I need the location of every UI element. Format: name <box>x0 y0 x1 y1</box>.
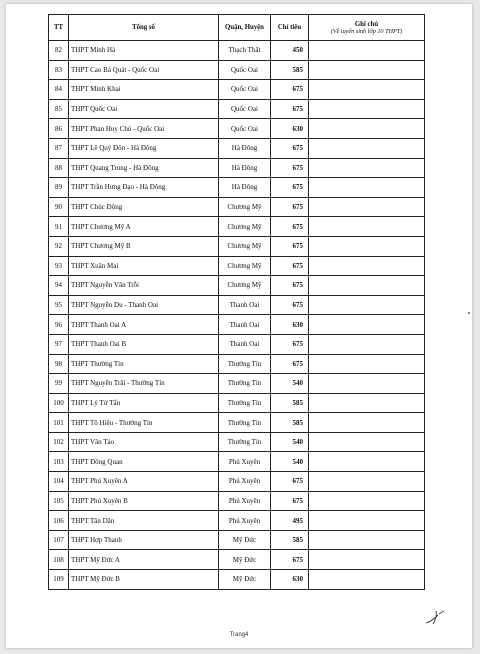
header-quota: Chỉ tiêu <box>271 15 309 41</box>
row-school-name: THPT Quang Trung - Hà Đông <box>69 158 219 178</box>
row-school-name: THPT Minh Khai <box>69 80 219 100</box>
row-note <box>309 491 425 511</box>
row-tt: 108 <box>49 550 69 570</box>
row-school-name: THPT Chương Mỹ B <box>69 236 219 256</box>
row-quota: 675 <box>271 138 309 158</box>
row-school-name: THPT Lý Tử Tấn <box>69 393 219 413</box>
row-note <box>309 530 425 550</box>
header-note <box>309 15 425 41</box>
row-note <box>309 452 425 472</box>
row-district: Chương Mỹ <box>219 256 271 276</box>
row-school-name: THPT Thanh Oai A <box>69 315 219 335</box>
row-district: Phú Xuyên <box>219 511 271 531</box>
row-school-name: THPT Xuân Mai <box>69 256 219 276</box>
row-tt: 99 <box>49 374 69 394</box>
row-quota: 675 <box>271 217 309 237</box>
row-district: Chương Mỹ <box>219 236 271 256</box>
row-note <box>309 178 425 198</box>
row-district: Thanh Oai <box>219 315 271 335</box>
table-row <box>49 256 425 276</box>
row-note <box>309 236 425 256</box>
row-district: Mỹ Đức <box>219 570 271 590</box>
row-district: Thanh Oai <box>219 334 271 354</box>
row-school-name: THPT Thanh Oai B <box>69 334 219 354</box>
row-school-name: THPT Phan Huy Chú - Quốc Oai <box>69 119 219 139</box>
row-quota: 540 <box>271 452 309 472</box>
row-tt: 85 <box>49 99 69 119</box>
row-quota: 675 <box>271 276 309 296</box>
row-tt: 84 <box>49 80 69 100</box>
row-note <box>309 41 425 61</box>
row-district: Quốc Oai <box>219 119 271 139</box>
row-district: Phú Xuyên <box>219 491 271 511</box>
row-district: Thạch Thất <box>219 41 271 61</box>
row-tt: 107 <box>49 530 69 550</box>
table-row <box>49 236 425 256</box>
row-school-name: THPT Trần Hưng Đạo - Hà Đông <box>69 178 219 198</box>
row-note <box>309 197 425 217</box>
row-district: Phú Xuyên <box>219 452 271 472</box>
scan-dot <box>468 312 470 314</box>
table-row <box>49 413 425 433</box>
table-row <box>49 491 425 511</box>
row-district: Quốc Oai <box>219 80 271 100</box>
table-row <box>49 511 425 531</box>
row-district: Hà Đông <box>219 138 271 158</box>
table-row <box>49 550 425 570</box>
table-row <box>49 41 425 61</box>
row-quota: 495 <box>271 511 309 531</box>
row-note <box>309 256 425 276</box>
row-quota: 585 <box>271 413 309 433</box>
row-school-name: THPT Quốc Oai <box>69 99 219 119</box>
row-district: Phú Xuyên <box>219 472 271 492</box>
row-district: Thường Tín <box>219 393 271 413</box>
row-tt: 103 <box>49 452 69 472</box>
table-row <box>49 354 425 374</box>
row-quota: 675 <box>271 334 309 354</box>
row-tt: 106 <box>49 511 69 531</box>
table-row <box>49 197 425 217</box>
row-district: Chương Mỹ <box>219 217 271 237</box>
page-number: Trang4 <box>229 632 249 638</box>
row-district: Mỹ Đức <box>219 550 271 570</box>
row-tt: 87 <box>49 138 69 158</box>
row-quota: 675 <box>271 80 309 100</box>
row-note <box>309 432 425 452</box>
row-note <box>309 276 425 296</box>
row-tt: 83 <box>49 60 69 80</box>
row-note <box>309 472 425 492</box>
table-row <box>49 530 425 550</box>
row-quota: 585 <box>271 393 309 413</box>
row-quota: 630 <box>271 119 309 139</box>
row-quota: 675 <box>271 295 309 315</box>
row-quota: 675 <box>271 197 309 217</box>
row-school-name: THPT Nguyễn Văn Trỗi <box>69 276 219 296</box>
row-note <box>309 295 425 315</box>
table-row <box>49 452 425 472</box>
row-tt: 94 <box>49 276 69 296</box>
row-school-name: THPT Đồng Quan <box>69 452 219 472</box>
row-tt: 88 <box>49 158 69 178</box>
admission-quota-table <box>48 14 425 590</box>
table-row <box>49 295 425 315</box>
table-header-row <box>49 15 425 41</box>
table-row <box>49 119 425 139</box>
row-note <box>309 60 425 80</box>
row-quota: 675 <box>271 472 309 492</box>
header-tt: TT <box>49 15 69 41</box>
row-note <box>309 80 425 100</box>
row-tt: 98 <box>49 354 69 374</box>
header-district: Quận, Huyện <box>219 15 271 41</box>
row-district: Thường Tín <box>219 354 271 374</box>
row-note <box>309 374 425 394</box>
row-tt: 105 <box>49 491 69 511</box>
row-school-name: THPT Tân Dân <box>69 511 219 531</box>
row-note <box>309 354 425 374</box>
table-row <box>49 276 425 296</box>
row-quota: 675 <box>271 158 309 178</box>
row-tt: 82 <box>49 41 69 61</box>
row-note <box>309 158 425 178</box>
row-school-name: THPT Nguyễn Du - Thanh Oai <box>69 295 219 315</box>
table-row <box>49 99 425 119</box>
row-school-name: THPT Vân Tảo <box>69 432 219 452</box>
pen-mark-icon <box>424 607 446 627</box>
row-tt: 101 <box>49 413 69 433</box>
header-note-title: Ghi chú <box>354 20 379 28</box>
table-row <box>49 432 425 452</box>
row-tt: 92 <box>49 236 69 256</box>
row-tt: 97 <box>49 334 69 354</box>
row-quota: 675 <box>271 256 309 276</box>
row-tt: 86 <box>49 119 69 139</box>
row-note <box>309 315 425 335</box>
row-school-name: THPT Thường Tín <box>69 354 219 374</box>
row-school-name: THPT Mỹ Đức A <box>69 550 219 570</box>
row-tt: 90 <box>49 197 69 217</box>
row-tt: 104 <box>49 472 69 492</box>
header-note-subtitle: (Về tuyển sinh lớp 10 THPT) <box>330 27 403 35</box>
table-row <box>49 393 425 413</box>
row-tt: 100 <box>49 393 69 413</box>
row-quota: 675 <box>271 491 309 511</box>
row-tt: 95 <box>49 295 69 315</box>
row-school-name: THPT Tô Hiệu - Thường Tín <box>69 413 219 433</box>
row-note <box>309 99 425 119</box>
table-row <box>49 570 425 590</box>
row-school-name: THPT Chương Mỹ A <box>69 217 219 237</box>
row-tt: 109 <box>49 570 69 590</box>
row-school-name: THPT Hợp Thanh <box>69 530 219 550</box>
row-quota: 585 <box>271 530 309 550</box>
table-row <box>49 138 425 158</box>
row-district: Thường Tín <box>219 374 271 394</box>
row-district: Thường Tín <box>219 413 271 433</box>
row-district: Thanh Oai <box>219 295 271 315</box>
row-district: Chương Mỹ <box>219 276 271 296</box>
row-school-name: THPT Cao Bá Quát - Quốc Oai <box>69 60 219 80</box>
row-school-name: THPT Chúc Động <box>69 197 219 217</box>
document-page <box>6 4 472 648</box>
row-tt: 102 <box>49 432 69 452</box>
row-quota: 675 <box>271 99 309 119</box>
row-note <box>309 511 425 531</box>
row-note <box>309 119 425 139</box>
table-row <box>49 178 425 198</box>
row-school-name: THPT Lê Quý Đôn - Hà Đông <box>69 138 219 158</box>
row-tt: 89 <box>49 178 69 198</box>
row-quota: 675 <box>271 550 309 570</box>
row-quota: 540 <box>271 374 309 394</box>
row-quota: 450 <box>271 41 309 61</box>
table-row <box>49 158 425 178</box>
table-row <box>49 472 425 492</box>
row-quota: 675 <box>271 236 309 256</box>
row-school-name: THPT Minh Hà <box>69 41 219 61</box>
row-note <box>309 393 425 413</box>
row-tt: 96 <box>49 315 69 335</box>
row-school-name: THPT Phú Xuyên B <box>69 491 219 511</box>
row-note <box>309 550 425 570</box>
row-quota: 630 <box>271 570 309 590</box>
row-quota: 675 <box>271 178 309 198</box>
row-note <box>309 217 425 237</box>
row-school-name: THPT Mỹ Đức B <box>69 570 219 590</box>
row-district: Quốc Oai <box>219 99 271 119</box>
row-quota: 630 <box>271 315 309 335</box>
row-quota: 585 <box>271 60 309 80</box>
row-note <box>309 413 425 433</box>
row-quota: 675 <box>271 354 309 374</box>
row-district: Hà Đông <box>219 158 271 178</box>
row-quota: 540 <box>271 432 309 452</box>
row-note <box>309 334 425 354</box>
table-row <box>49 217 425 237</box>
table-row <box>49 315 425 335</box>
row-tt: 93 <box>49 256 69 276</box>
row-note <box>309 570 425 590</box>
row-school-name: THPT Nguyễn Trãi - Thường Tín <box>69 374 219 394</box>
row-district: Quốc Oai <box>219 60 271 80</box>
row-school-name: THPT Phú Xuyên A <box>69 472 219 492</box>
table-row <box>49 374 425 394</box>
row-tt: 91 <box>49 217 69 237</box>
table-row <box>49 80 425 100</box>
row-district: Mỹ Đức <box>219 530 271 550</box>
table-body <box>49 41 425 590</box>
row-note <box>309 138 425 158</box>
table-row <box>49 60 425 80</box>
row-district: Thường Tín <box>219 432 271 452</box>
row-district: Hà Đông <box>219 178 271 198</box>
header-name: Tổng số <box>69 15 219 41</box>
row-district: Chương Mỹ <box>219 197 271 217</box>
table-row <box>49 334 425 354</box>
